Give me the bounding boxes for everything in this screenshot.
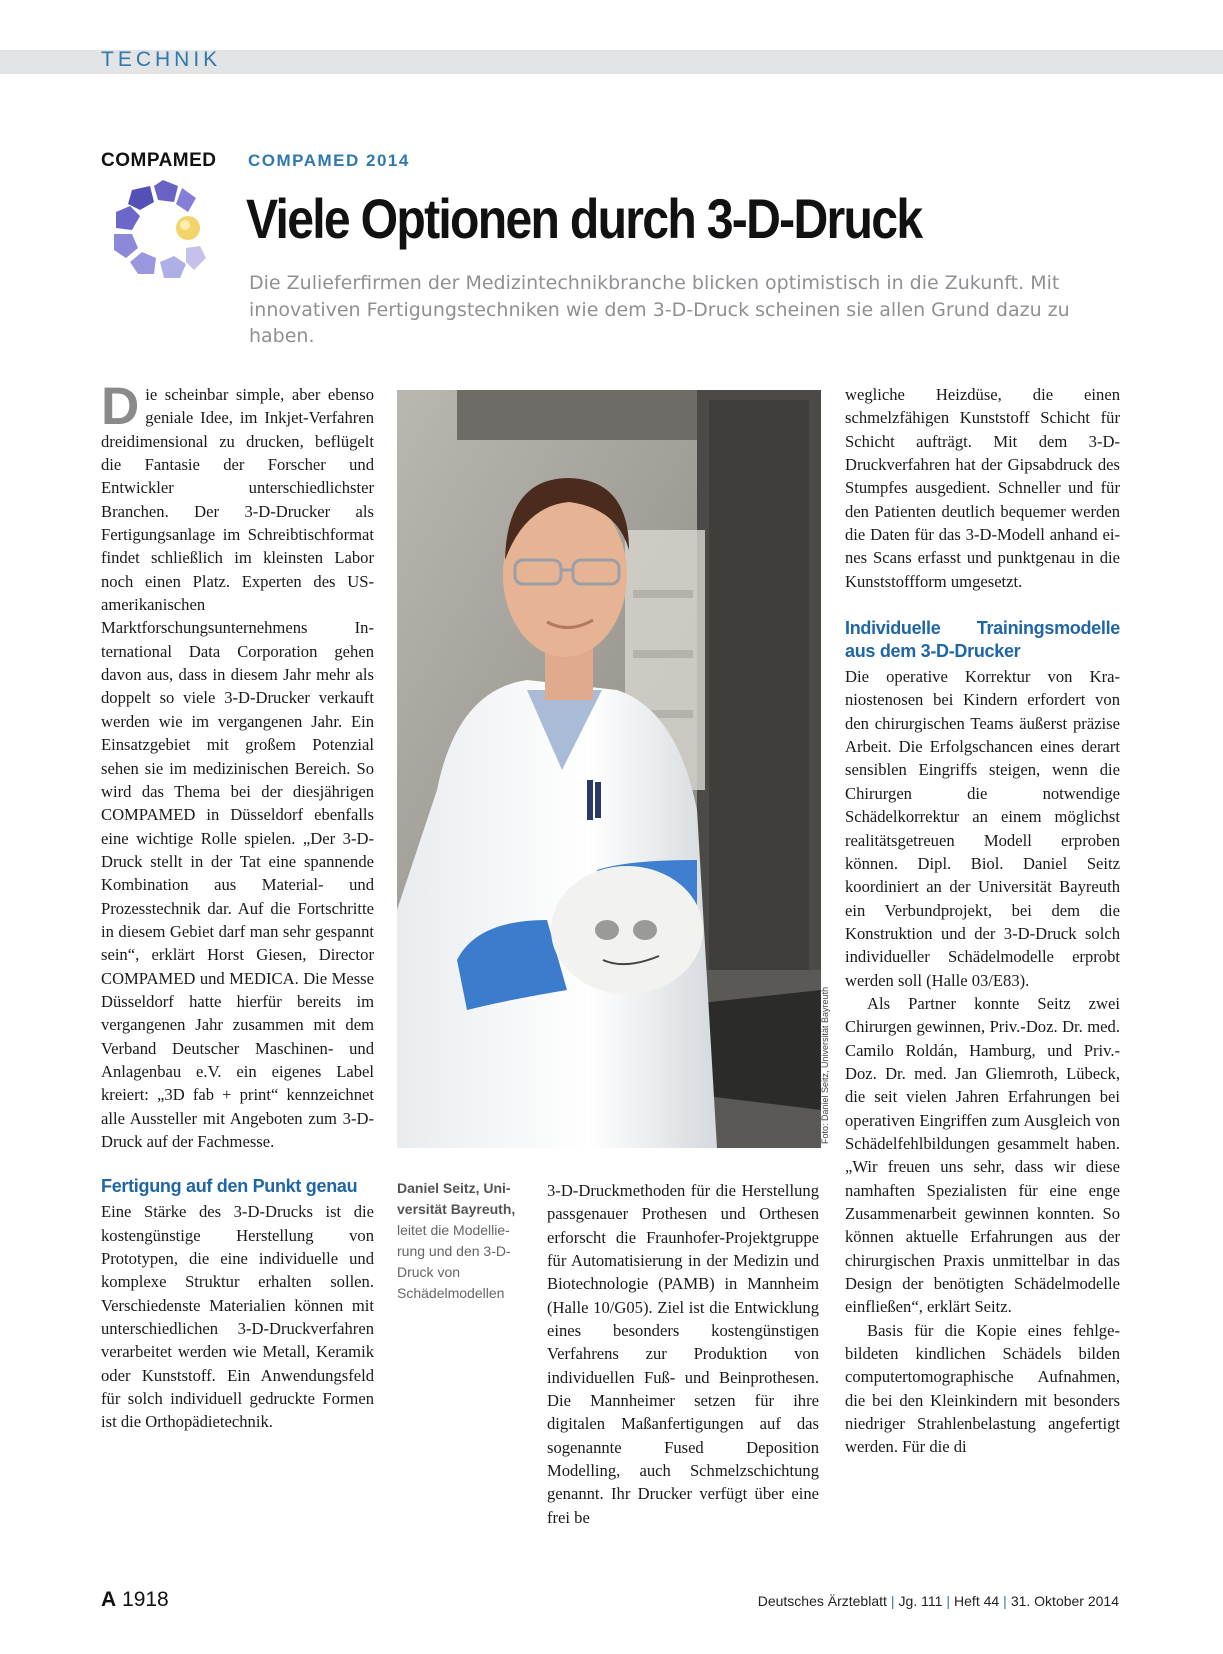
- drop-cap: D: [101, 377, 140, 436]
- folio-prefix: A: [101, 1588, 117, 1611]
- article-column-2: [547, 1179, 819, 1529]
- body-paragraph: Die operative Korrektur von Kraniostenosen bei Kindern erfordert von den chirurgischen Teams äußerst präzise Arbeit. Die Erfolgschancen eines derart sensiblen Eingriffs steigen, wenn die Chirurgen die notwendige Schädelkorrektur an einem möglichst realitätsgetreuen Modell erproben können. Dipl. Biol. Daniel Seitz koordiniert an der Universität Bayreuth ein Verbundprojekt, bei dem die Konstruktion und der 3-D-Druck solch individueller Schädelmodelle erprobt werden soll (Halle 03/E83).: [845, 667, 1120, 990]
- article-column-1: [101, 377, 374, 1434]
- article-title: Viele Optionen durch 3-D-Druck: [246, 187, 922, 250]
- journal-issue: Heft 44: [954, 1593, 1000, 1609]
- compamed-logo-text: COMPAMED: [101, 150, 217, 171]
- body-paragraph: Eine Stärke des 3-D-Drucks ist die kostengünstige Herstellung von Prototypen, die eine individuelle und komplexe Struktur erhalten sollen. Verschiedenste Materialien können mit unterschiedlichen 3-D-Druckverfahren verarbeitet werden wie Metall, Keramik oder Kunststoff. Ein Anwendungsfeld für solch individuell gedruckte Formen ist die Orthopädietechnik.: [101, 1202, 374, 1432]
- subheading: Fertigung auf den Punkt genau: [101, 1176, 358, 1197]
- body-paragraph: Basis für die Kopie eines fehlgebildeten kindlichen Schädels bilden computertomographische Aufnahmen, die bei den Kleinkindern mit besonders niedriger Strahlenbelastung angefertigt werden. Für die di: [845, 1320, 1120, 1457]
- section-label: TECHNIK: [101, 48, 222, 71]
- photo-caption: [397, 1178, 527, 1304]
- caption-text: leitet die Modellierung und den 3-D-Druck von Schädelmodellen: [397, 1222, 511, 1301]
- article-photo: [397, 390, 821, 1148]
- journal-date: 31. Oktober 2014: [1010, 1593, 1119, 1609]
- compamed-logo-icon: [108, 176, 218, 286]
- article-standfirst: Die Zulieferfirmen der Medizintechnikbranche blicken optimistisch in die Zukunft. Mit innovativen Fertigungstechniken wie dem 3-D-Druck scheinen sie allen Grund dazu zu haben.: [249, 272, 1070, 347]
- article-column-3: [845, 383, 1120, 1459]
- photo-credit: Foto: Daniel Seitz, Universität Bayreuth: [820, 986, 830, 1144]
- photo-image: [397, 390, 821, 1148]
- body-paragraph: 3-D-Druckmethoden für die Herstellung passgenauer Prothesen und Orthesen erforscht die Fraunhofer-Projektgruppe für Automatisierung in der Medizin und Biotechnologie (PAMB) in Mannheim (Halle 10/G05). Ziel ist die Entwicklung eines besonders kostengünstigen Verfahrens zur Produktion von individuellen Fuß- und Beinprothesen. Die Mannheimer setzen für ihre digitalen Maßanfertigungen auf das sogenannte Fused Deposition Modelling, auch Schmelzschichtung genannt. Ihr Drucker verfügt über eine frei be: [547, 1181, 819, 1527]
- folio-number: 1918: [122, 1588, 169, 1611]
- article-kicker: COMPAMED 2014: [248, 151, 410, 170]
- body-paragraph: wegliche Heizdüse, die einen schmelzfähigen Kunststoff Schicht für Schicht aufträgt. Mit dem 3-D-Druckverfahren hat der Gipsabdruck des Stumpfes ausgedient. Schneller und für den Patienten deutlich bequemer werden die Daten für das 3-D-Modell anhand eines Scans erfasst und punktgenau in die Kunststoffform umgesetzt.: [845, 385, 1120, 591]
- caption-name: Daniel Seitz, Universität Bayreuth,: [397, 1180, 516, 1217]
- subheading: Individuelle Trainingsmodelle aus dem 3-D-Drucker: [845, 618, 1120, 662]
- body-paragraph: ie scheinbar simple, aber ebenso geniale Idee, im Inkjet-Verfahren dreidimensional zu drucken, beflügelt die Fantasie der Forscher und Entwickler unterschiedlichster Branchen. Der 3-D-Drucker als Fertigungsanlage im Schreibtischformat findet schließlich im kleinsten Labor noch einen Platz. Experten des US-amerikanischen Marktforschungsunternehmens International Data Corporation gehen davon aus, dass in diesem Jahr mehr als doppelt so viele 3-D-Drucker verkauft werden wie im vergangenen Jahr. Ein Einsatzgebiet mit großem Potenzial sehen sie im medizinischen Bereich. So wird das Thema bei der diesjährigen COMPAMED in Düsseldorf ebenfalls eine wichtige Rolle spielen. „Der 3-D-Druck stellt in der Tat eine spannende Kombination aus Material- und Prozesstechnik dar. Auf die Fortschritte in diesem Gebiet darf man sehr gespannt sein“, erklärt Horst Giesen, Director COMPAMED und MEDICA. Die Messe Düsseldorf hatte hierfür bereits im vergangenen Jahr zusammen mit dem Verband Deutscher Maschinen- und Anlagenbau e.V. ein eigenes Label kreiert: „3D fab + print“ kennzeichnet alle Aussteller mit Angeboten zum 3-D-Druck auf der Fachmesse.: [101, 385, 374, 1151]
- body-paragraph: Als Partner konnte Seitz zwei Chirurgen gewinnen, Priv.-Doz. Dr. med. Camilo Roldán, Hamburg, und Priv.-Doz. Dr. med. Jan Gliemroth, Lübeck, die seit vielen Jahren Erfahrungen bei operativen Eingriffen zum Ausgleich von Schädelfehlbildungen gesammelt haben. „Wir freuen uns sehr, dass wir diese namhaften Spezialisten für eine enge Zusammenarbeit gewinnen konnten. So können aktuelle Erfahrungen aus der chirurgischen Praxis unmittelbar in das Design der benötigten Schädelmodelle einfließen“, erklärt Seitz.: [845, 993, 1120, 1317]
- journal-name: Deutsches Ärzteblatt: [757, 1593, 887, 1609]
- page-number: [101, 1588, 169, 1612]
- journal-volume: Jg. 111: [898, 1593, 943, 1609]
- journal-footer: Deutsches Ärzteblatt | Jg. 111 | Heft 44 | 31. Oktober 2014: [757, 1593, 1119, 1609]
